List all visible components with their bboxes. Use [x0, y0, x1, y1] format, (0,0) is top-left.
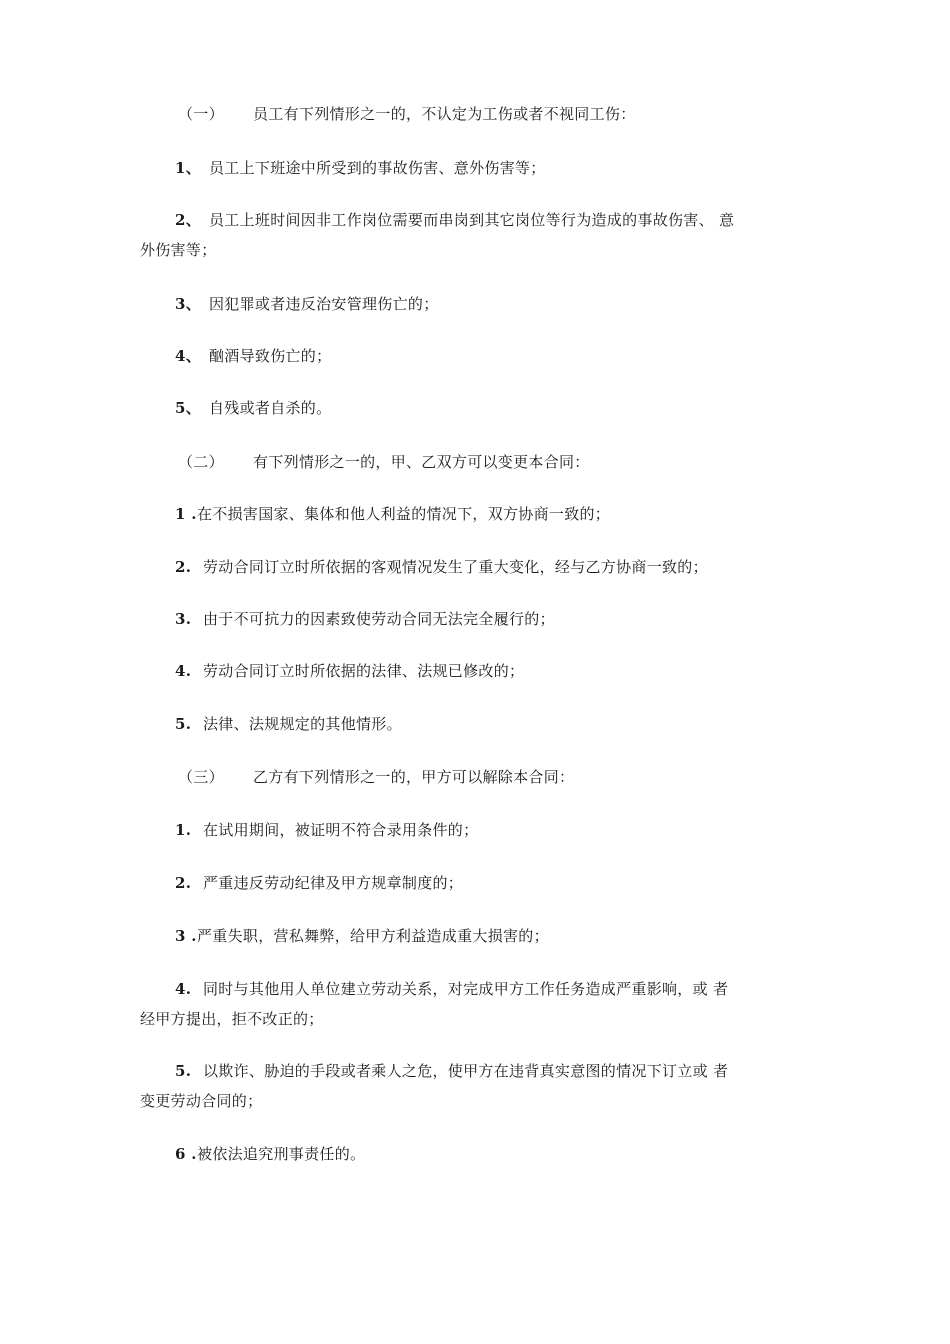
item-text: 在不损害国家、集体和他人利益的情况下，双方协商一致的； — [197, 505, 611, 523]
section-3-label: （三） — [178, 768, 224, 786]
section-3-item-4 — [175, 978, 728, 1000]
item-label: 5. — [175, 1062, 192, 1080]
item-label: 3 . — [175, 927, 197, 945]
section-1-text: 员工有下列情形之一的，不认定为工伤或者不视同工伤： — [253, 105, 636, 123]
item-text: 酗酒导致伤亡的； — [209, 347, 332, 365]
item-label: 2. — [175, 874, 192, 892]
section-1-item-1 — [175, 157, 546, 179]
section-2-item-5 — [175, 713, 402, 735]
item-text: 在试用期间，被证明不符合录用条件的； — [203, 821, 479, 839]
item-label: 2. — [175, 558, 192, 576]
item-label: 3. — [175, 610, 192, 628]
section-1-label: （一） — [178, 105, 224, 123]
item-label: 4. — [175, 980, 192, 998]
item-label: 5、 — [175, 399, 202, 417]
item-text-continuation: 经甲方提出，拒不改正的； — [140, 1010, 324, 1028]
item-label: 1、 — [175, 159, 202, 177]
item-text: 由于不可抗力的因素致使劳动合同无法完全履行的； — [203, 610, 555, 628]
section-3-item-2 — [175, 872, 463, 894]
section-2-label: （二） — [178, 453, 224, 471]
item-label: 4、 — [175, 347, 202, 365]
section-2-item-3 — [175, 608, 555, 630]
section-3-item-5-continuation — [140, 1090, 262, 1112]
item-text: 自残或者自杀的。 — [209, 399, 332, 417]
item-label: 1. — [175, 821, 192, 839]
item-label: 5. — [175, 715, 192, 733]
item-text: 被依法追究刑事责任的。 — [197, 1145, 366, 1163]
section-2-text: 有下列情形之一的，甲、乙双方可以变更本合同： — [253, 453, 590, 471]
section-1-item-4 — [175, 345, 331, 367]
item-text-continuation: 变更劳动合同的； — [140, 1092, 263, 1110]
item-label: 1 . — [175, 505, 197, 523]
section-2-heading — [178, 451, 590, 473]
section-1-item-3 — [175, 293, 439, 315]
item-label: 6 . — [175, 1145, 197, 1163]
item-text: 以欺诈、胁迫的手段或者乘人之危，使甲方在违背真实意图的情况下订立或 者 — [203, 1062, 729, 1080]
section-2-item-1 — [175, 503, 610, 525]
item-text-continuation: 外伤害等； — [140, 241, 217, 259]
section-3-text: 乙方有下列情形之一的，甲方可以解除本合同： — [253, 768, 575, 786]
section-3-item-5 — [175, 1060, 728, 1082]
item-label: 3、 — [175, 295, 202, 313]
section-2-item-2 — [175, 556, 708, 578]
section-3-item-1 — [175, 819, 478, 841]
section-3-item-3 — [175, 925, 549, 947]
section-3-item-6 — [175, 1143, 365, 1165]
item-text: 劳动合同订立时所依据的法律、法规已修改的； — [203, 662, 525, 680]
section-3-heading — [178, 766, 574, 788]
item-text: 严重失职，营私舞弊，给甲方利益造成重大损害的； — [197, 927, 549, 945]
item-text: 员工上班时间因非工作岗位需要而串岗到其它岗位等行为造成的事故伤害、 意 — [209, 211, 735, 229]
item-text: 同时与其他用人单位建立劳动关系，对完成甲方工作任务造成严重影响，或 者 — [203, 980, 729, 998]
section-1-item-2-continuation — [140, 239, 217, 261]
item-label: 2、 — [175, 211, 202, 229]
section-1-heading — [178, 103, 636, 125]
section-1-item-2 — [175, 209, 734, 231]
item-text: 严重违反劳动纪律及甲方规章制度的； — [203, 874, 464, 892]
item-text: 劳动合同订立时所依据的客观情况发生了重大变化，经与乙方协商一致的； — [203, 558, 708, 576]
section-2-item-4 — [175, 660, 524, 682]
section-3-item-4-continuation — [140, 1008, 324, 1030]
item-label: 4. — [175, 662, 192, 680]
item-text: 因犯罪或者违反治安管理伤亡的； — [209, 295, 439, 313]
item-text: 员工上下班途中所受到的事故伤害、意外伤害等； — [209, 159, 546, 177]
section-1-item-5 — [175, 397, 331, 419]
item-text: 法律、法规规定的其他情形。 — [203, 715, 402, 733]
